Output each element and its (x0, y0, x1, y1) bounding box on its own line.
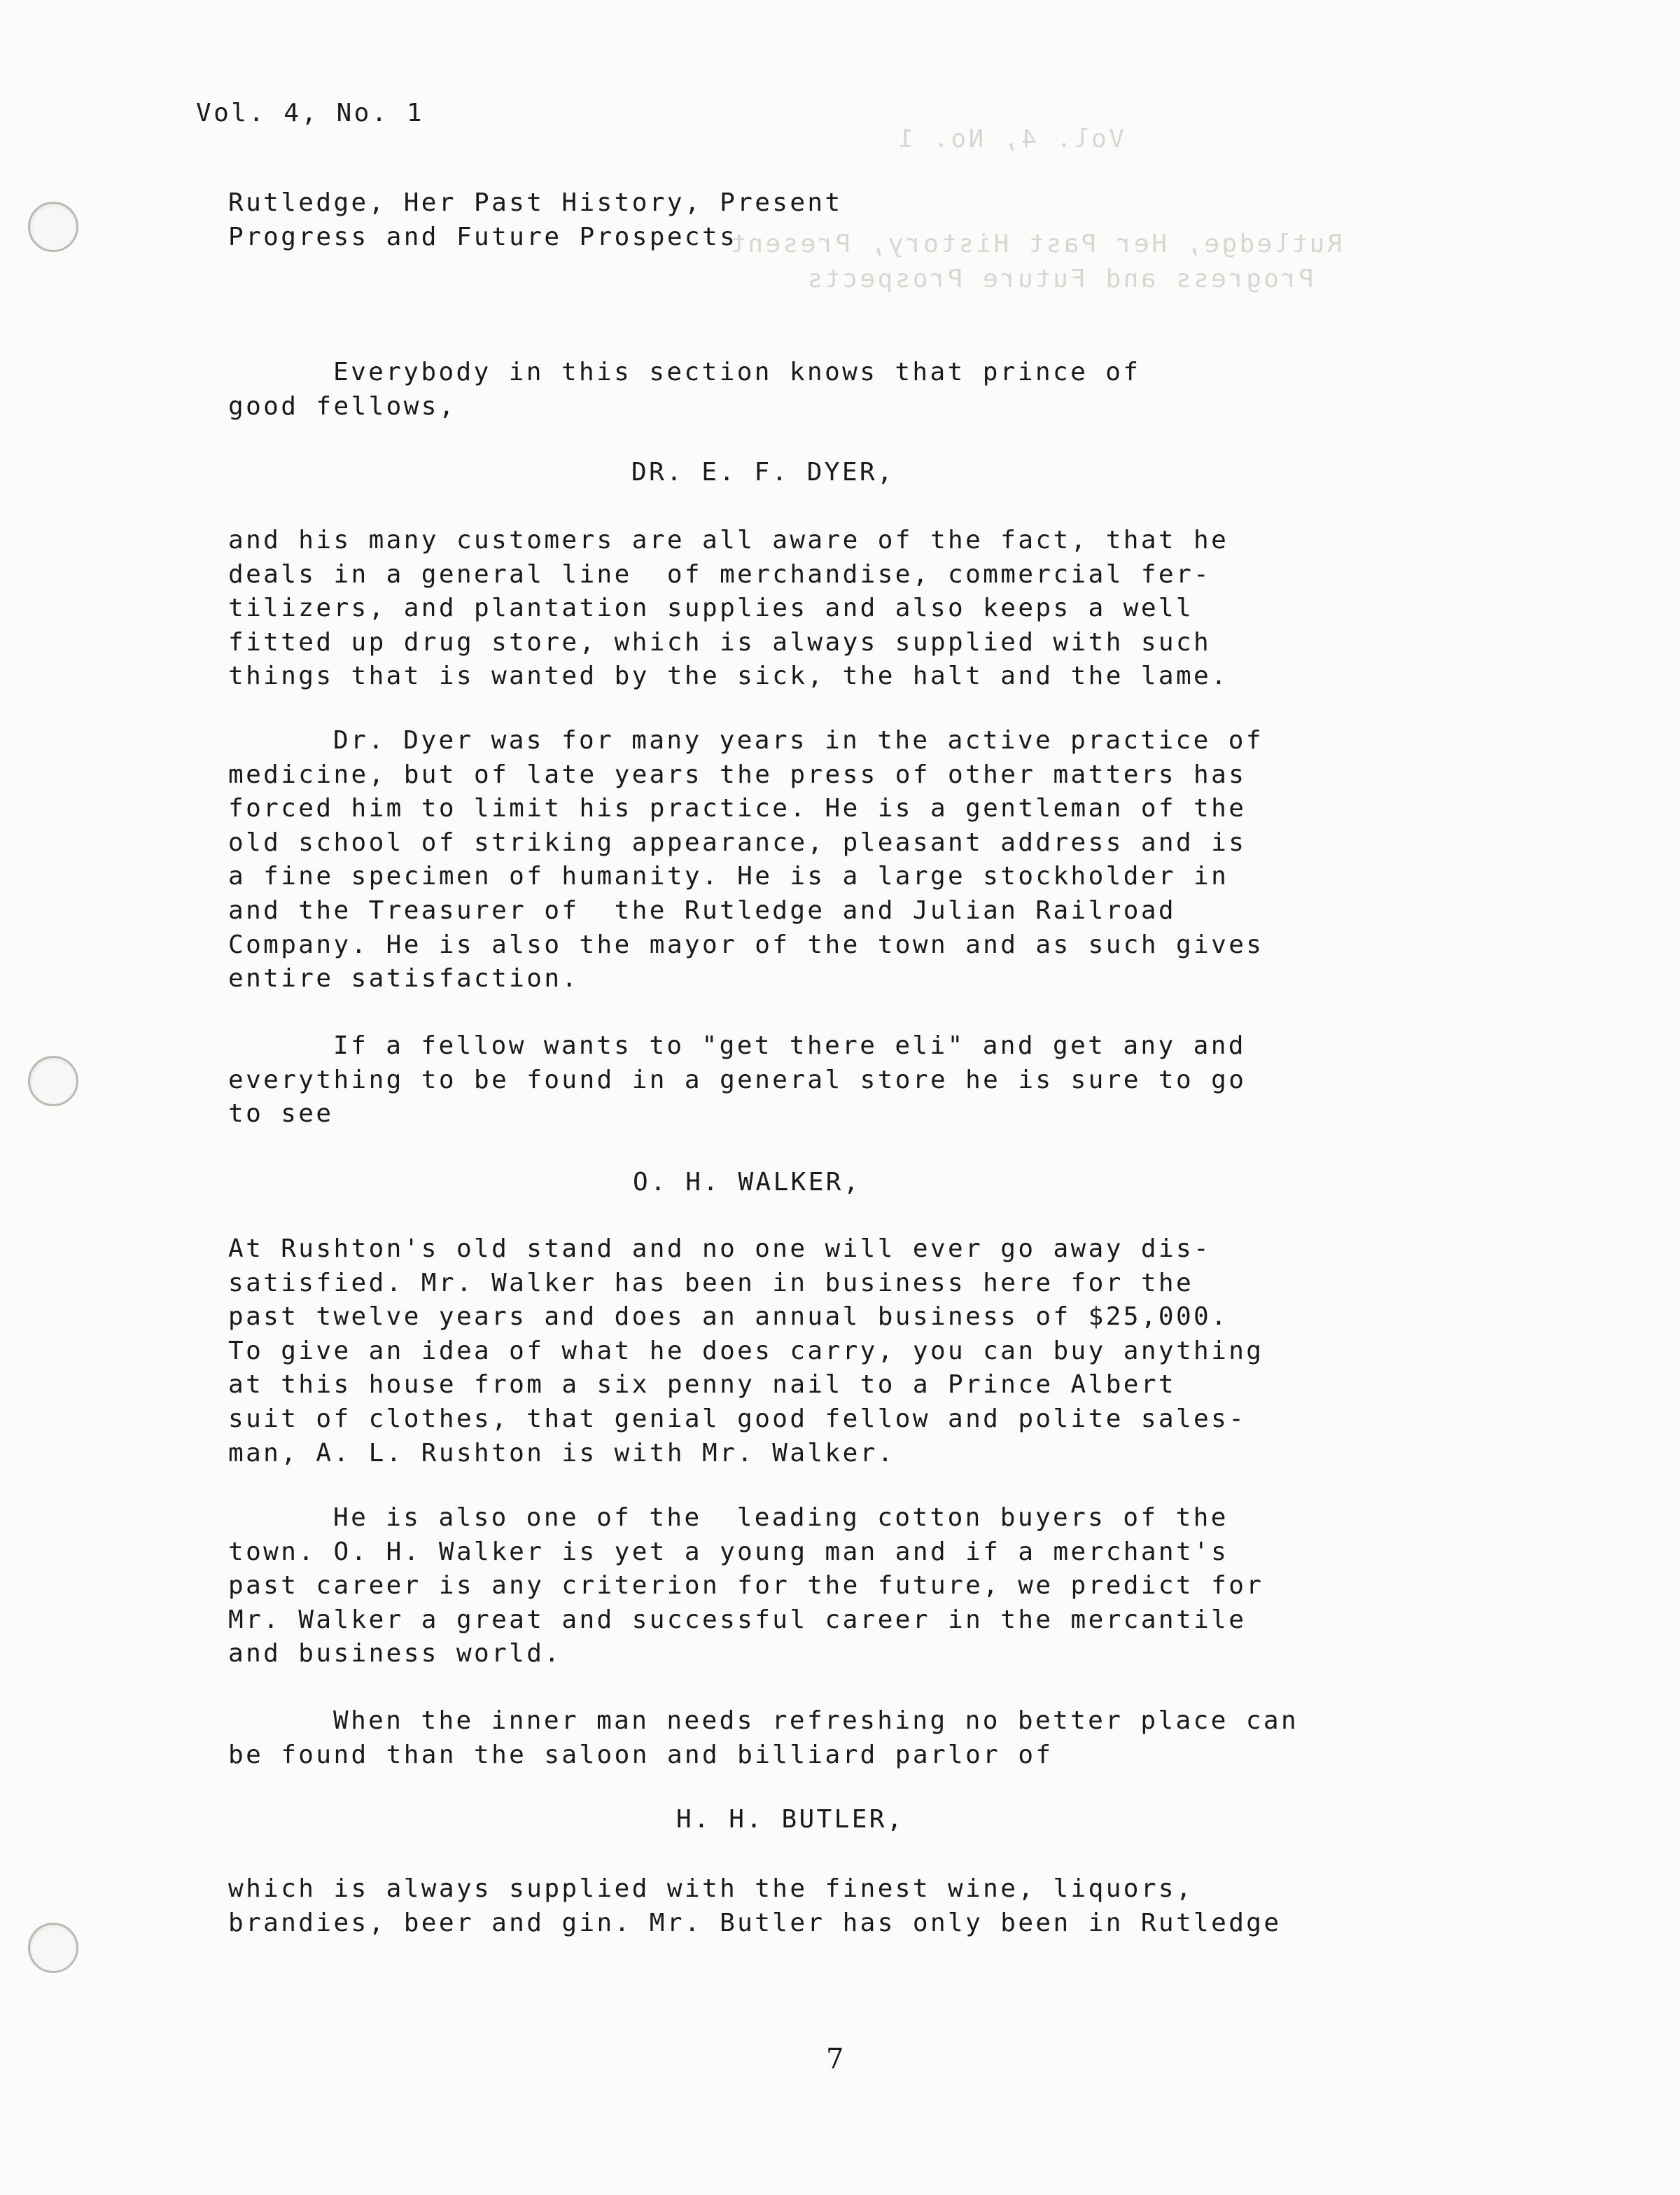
name-heading-butler: H. H. BUTLER, (676, 1805, 904, 1834)
paragraph-7: When the inner man needs refreshing no better place can be found than the saloon and billiard parlor of (228, 1706, 1299, 1769)
paragraph-1: Everybody in this section knows that prince of good fellows, (228, 358, 1141, 421)
paragraph-8: which is always supplied with the finest wine, liquors, brandies, beer and gin. Mr. Butler has only been in Rutledge (228, 1874, 1282, 1937)
name-heading-dyer: DR. E. F. DYER, (631, 458, 895, 487)
paragraph-3: Dr. Dyer was for many years in the active practice of medicine, but of late years the press of other matters has forced him to limit his practice. He is a gentleman of the old school of striking appearance, pleasant address and is a fine specimen of humanity. He is a large stockholder in and the Treasurer of the Rutledge and Julian Railroad Company. He is also the mayor of the town and as such gives entire satisfaction. (228, 726, 1264, 994)
name-heading-walker: O. H. WALKER, (633, 1168, 861, 1197)
paragraph-2: and his many customers are all aware of the fact, that he deals in a general line of merchandise, commercial fer- tilizers, and plantation supplies and also keeps a well fitted up drug store, which is always supplied with such things that is wanted by the sick, the halt and the lame. (228, 526, 1229, 691)
punch-hole-bottom (28, 1923, 78, 1973)
paragraph-6: He is also one of the leading cotton buyers of the town. O. H. Walker is yet a young man and if a merchant's past career is any criterion for the future, we predict for Mr. Walker a great and successful career in the mercantile and business world. (228, 1503, 1264, 1668)
punch-hole-middle (28, 1056, 78, 1106)
paragraph-4: If a fellow wants to "get there eli" and get any and everything to be found in a general store he is sure to go to see (228, 1031, 1247, 1129)
bleed-through: Rutledge, Her Past History, Present (728, 230, 1343, 258)
paragraph-5: At Rushton's old stand and no one will ever go away dis- satisfied. Mr. Walker has been in business here for the past twelve years and does an annual business of $25,000. To give an idea of what he does carry, you can buy anything at this house from a six penny nail to a Prince Albert suit of clothes, that genial good fellow and polite sales- man, A. L. Rushton is with Mr. Walker. (228, 1234, 1264, 1468)
volume-label: Vol. 4, No. 1 (196, 99, 424, 127)
page-number: 7 (826, 2043, 844, 2075)
article-title: Rutledge, Her Past History, Present Progress and Future Prospects (228, 188, 843, 251)
punch-hole-top (28, 202, 78, 252)
bleed-through: Progress and Future Prospects (805, 265, 1315, 293)
bleed-through: Vol. 4, No. 1 (896, 125, 1124, 153)
